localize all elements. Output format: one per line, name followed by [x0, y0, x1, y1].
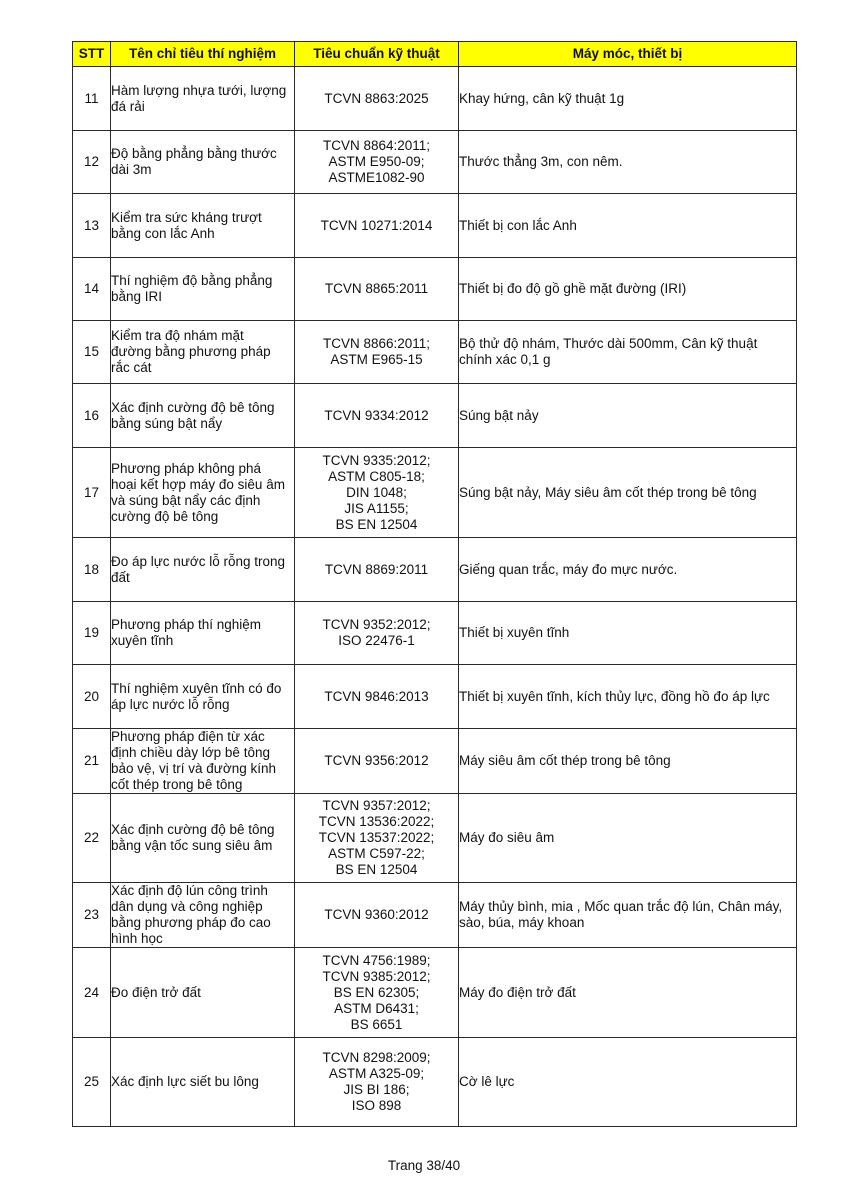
row-standard-line: ASTM A325-09;	[328, 1066, 425, 1081]
row-test-name-line: Thí nghiệm xuyên tĩnh có đo	[111, 680, 282, 696]
row-test-name	[111, 729, 295, 794]
row-equipment	[459, 67, 797, 131]
row-equipment-line: Khay hứng, cân kỹ thuật 1g	[459, 90, 625, 106]
row-test-name-line: dài 3m	[111, 162, 152, 177]
row-equipment-line: Máy đo siêu âm	[459, 830, 555, 845]
row-test-name-line: bằng con lắc Anh	[111, 225, 215, 241]
row-test-name-line: áp lực nước lỗ rỗng	[111, 696, 230, 712]
table-row	[73, 883, 797, 948]
row-standard-line: TCVN 8865:2011	[324, 281, 429, 296]
header-equipment: Máy móc, thiết bị	[459, 42, 797, 67]
row-test-name-line: cường độ bê tông	[111, 508, 219, 524]
row-standard	[295, 258, 459, 321]
row-standard-line: ASTME1082-90	[328, 170, 425, 185]
row-test-name	[111, 665, 295, 729]
row-equipment-line: Súng bật nảy, Máy siêu âm cốt thép trong bê tông	[459, 484, 757, 500]
row-standard	[295, 665, 459, 729]
row-standard	[295, 131, 459, 194]
row-test-name-line: Độ bằng phẳng bằng thước	[111, 146, 277, 161]
row-test-name-line: bằng phương pháp đo cao	[111, 915, 271, 930]
row-equipment	[459, 258, 797, 321]
row-test-name-line: rắc cát	[111, 360, 152, 375]
row-standard-line: TCVN 9360:2012	[324, 907, 429, 922]
row-standard-line: ISO 22476-1	[338, 633, 415, 648]
row-standard-line: DIN 1048;	[346, 484, 407, 500]
row-test-name-line: Đo điện trở đất	[111, 984, 201, 1000]
row-standard-line: TCVN 13536:2022;	[318, 814, 435, 829]
row-test-name-line: Xác định cường độ bê tông	[111, 399, 275, 415]
row-test-name-line: cốt thép trong bê tông	[111, 777, 243, 792]
row-test-name-line: đất	[111, 569, 130, 585]
row-equipment-line: Cờ lê lực	[459, 1074, 515, 1089]
row-test-name-line: đá rải	[111, 98, 145, 114]
row-standard	[295, 194, 459, 258]
row-equipment	[459, 665, 797, 729]
row-standard-line: ISO 898	[351, 1098, 402, 1113]
table-row	[73, 1038, 797, 1127]
row-test-name	[111, 131, 295, 194]
row-stt: 19	[73, 602, 111, 665]
row-equipment	[459, 883, 797, 948]
header-standard: Tiêu chuẩn kỹ thuật	[295, 42, 459, 67]
row-stt: 18	[73, 538, 111, 602]
row-test-name-line: Thí nghiệm độ bằng phẳng	[111, 273, 273, 288]
row-test-name-line: Phương pháp không phá	[111, 460, 262, 476]
row-standard-line: TCVN 8298:2009;	[322, 1050, 431, 1065]
row-standard	[295, 948, 459, 1038]
row-standard	[295, 602, 459, 665]
row-standard-line: TCVN 9846:2013	[324, 688, 429, 704]
row-stt: 21	[73, 729, 111, 794]
row-standard-line: TCVN 8863:2025	[324, 90, 429, 106]
row-stt: 15	[73, 321, 111, 384]
row-equipment-line: chính xác 0,1 g	[459, 352, 551, 367]
row-standard-line: TCVN 10271:2014	[320, 217, 433, 233]
row-test-name	[111, 258, 295, 321]
row-test-name	[111, 67, 295, 131]
row-equipment-line: Máy đo điện trở đất	[459, 984, 576, 1000]
row-equipment-line: Thiết bị xuyên tĩnh	[459, 625, 570, 640]
row-stt: 23	[73, 883, 111, 948]
row-equipment-line: sào, búa, máy khoan	[459, 915, 585, 930]
row-equipment-line: Thiết bị xuyên tĩnh, kích thủy lực, đồng hồ đo áp lực	[459, 688, 770, 704]
table-row	[73, 948, 797, 1038]
row-test-name-line: Hàm lượng nhựa tưới, lượng	[111, 82, 287, 98]
row-test-name-line: Kiểm tra độ nhám mặt	[111, 328, 244, 343]
row-equipment-line: Thiết bị con lắc Anh	[459, 217, 577, 233]
table-row	[73, 258, 797, 321]
row-standard-line: ASTM C597-22;	[328, 846, 425, 861]
row-standard-line: BS EN 12504	[335, 862, 418, 877]
table-row	[73, 67, 797, 131]
row-standard-line: ASTM C805-18;	[328, 468, 425, 484]
row-standard-line: TCVN 9385:2012;	[322, 968, 431, 984]
row-test-name-line: và súng bật nẩy các định	[111, 492, 261, 508]
row-equipment	[459, 384, 797, 448]
row-equipment	[459, 794, 797, 883]
row-standard	[295, 538, 459, 602]
row-test-name	[111, 384, 295, 448]
table-row	[73, 384, 797, 448]
row-standard-line: TCVN 4756:1989;	[322, 952, 431, 968]
row-standard	[295, 1038, 459, 1127]
row-equipment	[459, 1038, 797, 1127]
row-test-name	[111, 448, 295, 538]
row-stt: 22	[73, 794, 111, 883]
row-test-name-line: hình học	[111, 931, 163, 946]
table-row	[73, 194, 797, 258]
row-equipment-line: Súng bật nảy	[459, 407, 539, 423]
row-standard-line: TCVN 9357:2012;	[322, 798, 431, 813]
row-test-name-line: Đo áp lực nước lỗ rỗng trong	[111, 553, 286, 569]
table-header-row	[73, 42, 797, 67]
row-test-name-line: hoại kết hợp máy đo siêu âm	[111, 476, 285, 492]
row-test-name	[111, 794, 295, 883]
row-equipment	[459, 948, 797, 1038]
row-standard-line: TCVN 8864:2011;	[322, 138, 431, 153]
row-stt: 13	[73, 194, 111, 258]
row-stt: 11	[73, 67, 111, 131]
row-stt: 12	[73, 131, 111, 194]
row-equipment	[459, 321, 797, 384]
row-standard-line: BS 6651	[350, 1016, 403, 1032]
row-standard-line: JIS A1155;	[344, 500, 409, 516]
row-equipment	[459, 131, 797, 194]
row-equipment	[459, 602, 797, 665]
row-test-name-line: Xác định lực siết bu lông	[111, 1074, 259, 1089]
table-row	[73, 131, 797, 194]
row-standard	[295, 384, 459, 448]
row-test-name-line: xuyên tĩnh	[111, 633, 174, 648]
test-standards-table	[72, 41, 797, 1127]
row-standard	[295, 883, 459, 948]
row-standard-line: BS EN 62305;	[333, 984, 420, 1000]
table-row	[73, 602, 797, 665]
row-equipment-line: Máy siêu âm cốt thép trong bê tông	[459, 753, 671, 768]
table-row	[73, 538, 797, 602]
row-standard-line: TCVN 9356:2012	[324, 753, 429, 768]
row-standard-line: TCVN 8869:2011	[324, 561, 429, 577]
row-equipment-line: Bộ thử độ nhám, Thước dài 500mm, Cân kỹ thuật	[459, 336, 758, 351]
row-standard	[295, 729, 459, 794]
row-test-name-line: Xác định cường độ bê tông	[111, 822, 275, 837]
row-test-name	[111, 948, 295, 1038]
row-standard-line: ASTM E965-15	[330, 352, 423, 367]
row-test-name	[111, 883, 295, 948]
row-stt: 16	[73, 384, 111, 448]
table-row	[73, 448, 797, 538]
table-row	[73, 729, 797, 794]
row-test-name-line: bằng vận tốc sung siêu âm	[111, 838, 273, 853]
row-standard	[295, 794, 459, 883]
row-test-name-line: bảo vệ, vị trí và đường kính	[111, 761, 276, 776]
row-test-name	[111, 602, 295, 665]
row-standard-line: TCVN 8866:2011;	[322, 336, 431, 351]
row-standard	[295, 448, 459, 538]
row-standard-line: JIS BI 186;	[343, 1082, 410, 1097]
row-stt: 24	[73, 948, 111, 1038]
row-test-name-line: đường bằng phương pháp	[111, 344, 271, 359]
row-test-name	[111, 1038, 295, 1127]
row-test-name-line: định chiều dày lớp bê tông	[111, 745, 270, 760]
page-number: Trang 38/40	[387, 1158, 461, 1173]
row-test-name-line: bằng súng bật nẩy	[111, 415, 223, 431]
row-test-name	[111, 194, 295, 258]
row-equipment-line: Máy thủy bình, mia , Mốc quan trắc độ lún, Chân máy,	[459, 899, 783, 914]
row-equipment-line: Thiết bị đo độ gồ ghề mặt đường (IRI)	[459, 281, 687, 296]
row-standard-line: ASTM E950-09;	[328, 154, 425, 169]
row-equipment	[459, 448, 797, 538]
row-stt: 25	[73, 1038, 111, 1127]
row-standard-line: TCVN 9334:2012	[324, 407, 429, 423]
row-equipment	[459, 538, 797, 602]
row-standard	[295, 67, 459, 131]
row-standard-line: TCVN 13537:2022;	[318, 830, 435, 845]
table-row	[73, 321, 797, 384]
row-test-name-line: Kiểm tra sức kháng trượt	[111, 209, 262, 225]
row-stt: 20	[73, 665, 111, 729]
row-equipment-line: Thước thẳng 3m, con nêm.	[459, 154, 623, 169]
row-standard-line: ASTM D6431;	[334, 1000, 419, 1016]
header-stt: STT	[73, 42, 111, 67]
row-test-name-line: bằng IRI	[111, 289, 163, 304]
row-equipment-line: Giếng quan trắc, máy đo mực nước.	[459, 561, 678, 577]
row-standard-line: TCVN 9352:2012;	[322, 617, 431, 632]
table-row	[73, 665, 797, 729]
row-test-name-line: Phương pháp thí nghiệm	[111, 617, 261, 632]
table-row	[73, 794, 797, 883]
header-test-name: Tên chỉ tiêu thí nghiệm	[111, 42, 295, 67]
row-test-name-line: Phương pháp điện từ xác	[111, 729, 265, 744]
row-standard-line: TCVN 9335:2012;	[322, 452, 431, 468]
row-test-name-line: Xác định độ lún công trình	[111, 883, 268, 898]
row-test-name	[111, 321, 295, 384]
row-equipment	[459, 194, 797, 258]
row-stt: 17	[73, 448, 111, 538]
row-equipment	[459, 729, 797, 794]
row-test-name	[111, 538, 295, 602]
row-test-name-line: dân dụng và công nghiệp	[111, 899, 263, 914]
row-standard	[295, 321, 459, 384]
row-standard-line: BS EN 12504	[335, 516, 418, 532]
row-stt: 14	[73, 258, 111, 321]
